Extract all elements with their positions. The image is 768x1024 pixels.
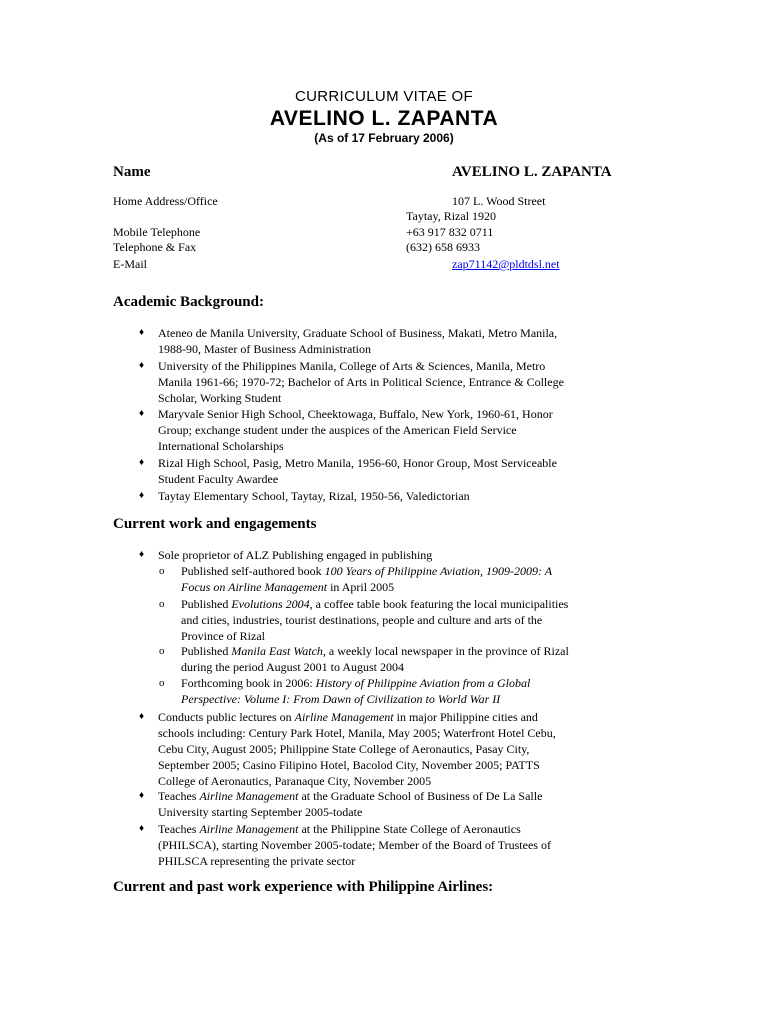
academic-item: ♦ Taytay Elementary School, Taytay, Rizal, 1950-56, Valedictorian	[139, 489, 470, 503]
diamond-bullet-icon: ♦	[139, 823, 145, 834]
name-value: AVELINO L. ZAPANTA	[452, 164, 612, 180]
mobile-value: +63 917 832 0711	[406, 225, 494, 239]
current-work-item: ♦ Teaches Airline Management at the Graduate School of Business of De La Salle University starting September 2005-todate	[139, 789, 543, 819]
diamond-bullet-icon: ♦	[139, 711, 145, 722]
cv-subtitle: CURRICULUM VITAE OF	[295, 88, 473, 105]
publishing-sub-item: o Published Evolutions 2004, a coffee table book featuring the local municipalities and cities, industries, tourist destinations, people and culture and arts of the Province of Rizal	[159, 597, 569, 643]
pal-experience-heading: Current and past work experience with Philippine Airlines:	[113, 879, 494, 895]
diamond-bullet-icon: ♦	[139, 549, 145, 560]
address-line-2: Taytay, Rizal 1920	[406, 209, 497, 223]
current-work-item: ♦ Sole proprietor of ALZ Publishing engaged in publishing	[139, 548, 433, 562]
academic-item: ♦ Maryvale Senior High School, Cheektowaga, Buffalo, New York, 1960-61, Honor Group; exchange student under the auspices of the American Field Service International Scholarships	[139, 407, 553, 453]
email-link[interactable]: zap71142@pldtdsl.net	[452, 257, 560, 271]
current-work-item: ♦ Teaches Airline Management at the Philippine State College of Aeronautics (PHILSCA), starting November 2005-todate; Member of the Board of Trustees of PHILSCA representing the private sector	[139, 822, 551, 868]
publishing-sub-item: o Forthcoming book in 2006: History of Philippine Aviation from a Global Perspective: Volume I: From Dawn of Civilization to World War II	[159, 676, 531, 706]
circle-bullet-icon: o	[159, 645, 165, 657]
current-work-item: ♦ Conducts public lectures on Airline Management in major Philippine cities and schools including: Century Park Hotel, Manila, May 2005; Waterfront Hotel Cebu, Cebu City, August 2005; Philippine State College of Aeronautics, Pasay City, September 2005; Casino Filipino Hotel, Bacolod City, November 2005; PATTS College of Aeronautics, Paranaque City, November 2005	[139, 710, 556, 788]
circle-bullet-icon: o	[159, 598, 165, 610]
email-label: E-Mail	[113, 257, 147, 271]
academic-item: ♦ Rizal High School, Pasig, Metro Manila, 1956-60, Honor Group, Most Serviceable Student Faculty Awardee	[139, 456, 557, 486]
name-label: Name	[113, 164, 151, 180]
circle-bullet-icon: o	[159, 565, 165, 577]
current-work-heading: Current work and engagements	[113, 516, 317, 532]
mobile-label: Mobile Telephone	[113, 225, 201, 239]
diamond-bullet-icon: ♦	[139, 408, 145, 419]
academic-heading: Academic Background:	[113, 294, 264, 310]
address-label: Home Address/Office	[113, 194, 218, 208]
cv-date: (As of 17 February 2006)	[314, 131, 454, 145]
diamond-bullet-icon: ♦	[139, 790, 145, 801]
cv-name-title: AVELINO L. ZAPANTA	[269, 107, 499, 130]
academic-item: ♦ Ateneo de Manila University, Graduate School of Business, Makati, Metro Manila, 1988-90, Master of Business Administration	[139, 326, 558, 356]
publishing-sub-item: o Published Manila East Watch, a weekly local newspaper in the province of Rizal during the period August 2001 to August 2004	[159, 644, 569, 674]
diamond-bullet-icon: ♦	[139, 327, 145, 338]
telephone-label: Telephone & Fax	[113, 240, 197, 254]
circle-bullet-icon: o	[159, 677, 165, 689]
telephone-value: (632) 658 6933	[406, 240, 480, 254]
diamond-bullet-icon: ♦	[139, 490, 145, 501]
address-line-1: 107 L. Wood Street	[452, 194, 546, 208]
diamond-bullet-icon: ♦	[139, 457, 145, 468]
diamond-bullet-icon: ♦	[139, 360, 145, 371]
publishing-sub-item: o Published self-authored book 100 Years of Philippine Aviation, 1909-2009: A Focus on Airline Management in April 2005	[159, 564, 553, 594]
academic-item: ♦ University of the Philippines Manila, College of Arts & Sciences, Manila, Metro Manila 1961-66; 1970-72; Bachelor of Arts in Political Science, Entrance & College Scholar, Working Student	[139, 359, 564, 405]
